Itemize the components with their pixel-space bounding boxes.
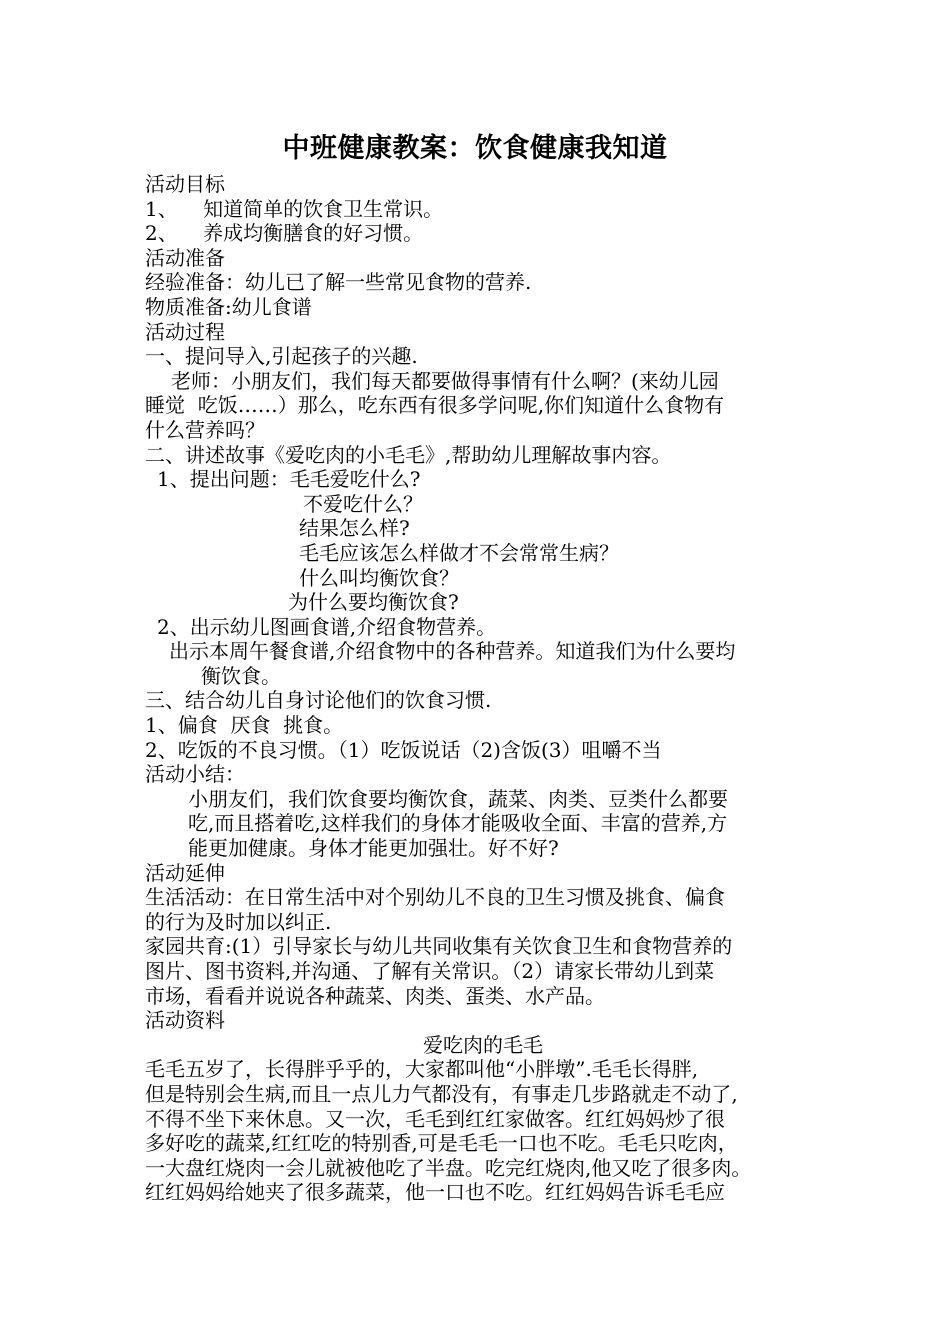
text-line: 不爱吃什么？ xyxy=(303,491,423,516)
text-line: 结果怎么样? xyxy=(299,516,410,541)
text-line: 图片、图书资料,并沟通、了解有关常识。（2）请家长带幼儿到菜 xyxy=(145,959,715,983)
text-line: 三、结合幼儿自身讨论他们的饮食习惯. xyxy=(145,688,492,713)
text-line: 活动目标 xyxy=(145,172,225,196)
text-line: 1、提出问题：毛毛爱吃什么? xyxy=(157,467,421,492)
text-line: 活动过程 xyxy=(145,319,225,344)
text-line: 出示本周午餐食谱,介绍食物中的各种营养。知道我们为什么要均 xyxy=(169,639,736,664)
text-line: 活动准备 xyxy=(145,245,225,270)
text-line: 活动小结： xyxy=(145,762,245,787)
text-line: 老师：小朋友们，我们每天都要做得事情有什么啊？(来幼儿园 xyxy=(171,368,719,393)
text-line: 毛毛五岁了，长得胖乎乎的，大家都叫他“小胖墩”.毛毛长得胖, xyxy=(145,1057,699,1082)
text-line: 家园共育:(1）引导家长与幼儿共同收集有关饮食卫生和食物营养的 xyxy=(145,934,733,959)
text-line: 经验准备：幼儿已了解一些常见食物的营养. xyxy=(145,270,532,295)
text-line: 为什么要均衡饮食? xyxy=(288,590,459,615)
document-title: 中班健康教案：饮食健康我知道 xyxy=(282,133,668,164)
text-line: 衡饮食。 xyxy=(201,663,281,688)
text-line: 但是特别会生病,而且一点儿力气都没有，有事走几步路就走不动了, xyxy=(145,1081,738,1106)
text-line: 一、提问导入,引起孩子的兴趣. xyxy=(145,344,418,369)
text-line: 小朋友们，我们饮食要均衡饮食，蔬菜、肉类、豆类什么都要 xyxy=(188,786,728,811)
story-title: 爱吃肉的毛毛 xyxy=(423,1032,543,1057)
text-line: 活动资料 xyxy=(145,1008,225,1033)
text-line: 市场，看看并说说各种蔬菜、肉类、蛋类、水产品。 xyxy=(145,983,605,1008)
document-body xyxy=(145,172,821,1205)
text-line: 2、出示幼儿图画食谱,介绍食物营养。 xyxy=(157,614,497,639)
text-line: 吃,而且搭着吃,这样我们的身体才能吸收全面、丰富的营养,方 xyxy=(188,811,728,836)
text-line: 什么叫均衡饮食？ xyxy=(299,565,459,590)
text-line: 毛毛应该怎么样做才不会常常生病？ xyxy=(299,540,619,565)
text-line: 睡觉 吃饭……）那么，吃东西有很多学问呢,你们知道什么食物有 xyxy=(145,393,725,418)
text-line: 不得不坐下来休息。又一次，毛毛到红红家做客。红红妈妈炒了很 xyxy=(145,1106,725,1131)
text-line: 的行为及时加以纠正. xyxy=(145,909,332,934)
text-line: 一大盘红烧肉一会儿就被他吃了半盘。吃完红烧肉,他又吃了很多肉。 xyxy=(145,1155,752,1180)
text-line: 什么营养吗？ xyxy=(145,417,265,442)
text-line: 1、 知道简单的饮食卫生常识。 xyxy=(145,196,444,221)
text-line: 多好吃的蔬菜,红红吃的特别香,可是毛毛一口也不吃。毛毛只吃肉， xyxy=(145,1131,738,1156)
text-line: 能更加健康。身体才能更加强壮。好不好? xyxy=(188,836,559,861)
text-line: 2、吃饭的不良习惯。（1）吃饭说话（2)含饭(3）咀嚼不当 xyxy=(145,737,662,762)
text-line: 活动延伸 xyxy=(145,860,225,885)
text-line: 二、讲述故事《爱吃肉的小毛毛》,帮助幼儿理解故事内容。 xyxy=(145,442,672,467)
text-line: 生活活动：在日常生活中对个别幼儿不良的卫生习惯及挑食、偏食 xyxy=(145,885,725,910)
text-line: 红红妈妈给她夹了很多蔬菜，他一口也不吃。红红妈妈告诉毛毛应 xyxy=(145,1180,725,1205)
text-line: 2、 养成均衡膳食的好习惯。 xyxy=(145,221,424,246)
text-line: 1、偏食 厌食 挑食。 xyxy=(145,713,344,738)
text-line: 物质准备:幼儿食谱 xyxy=(145,294,312,319)
